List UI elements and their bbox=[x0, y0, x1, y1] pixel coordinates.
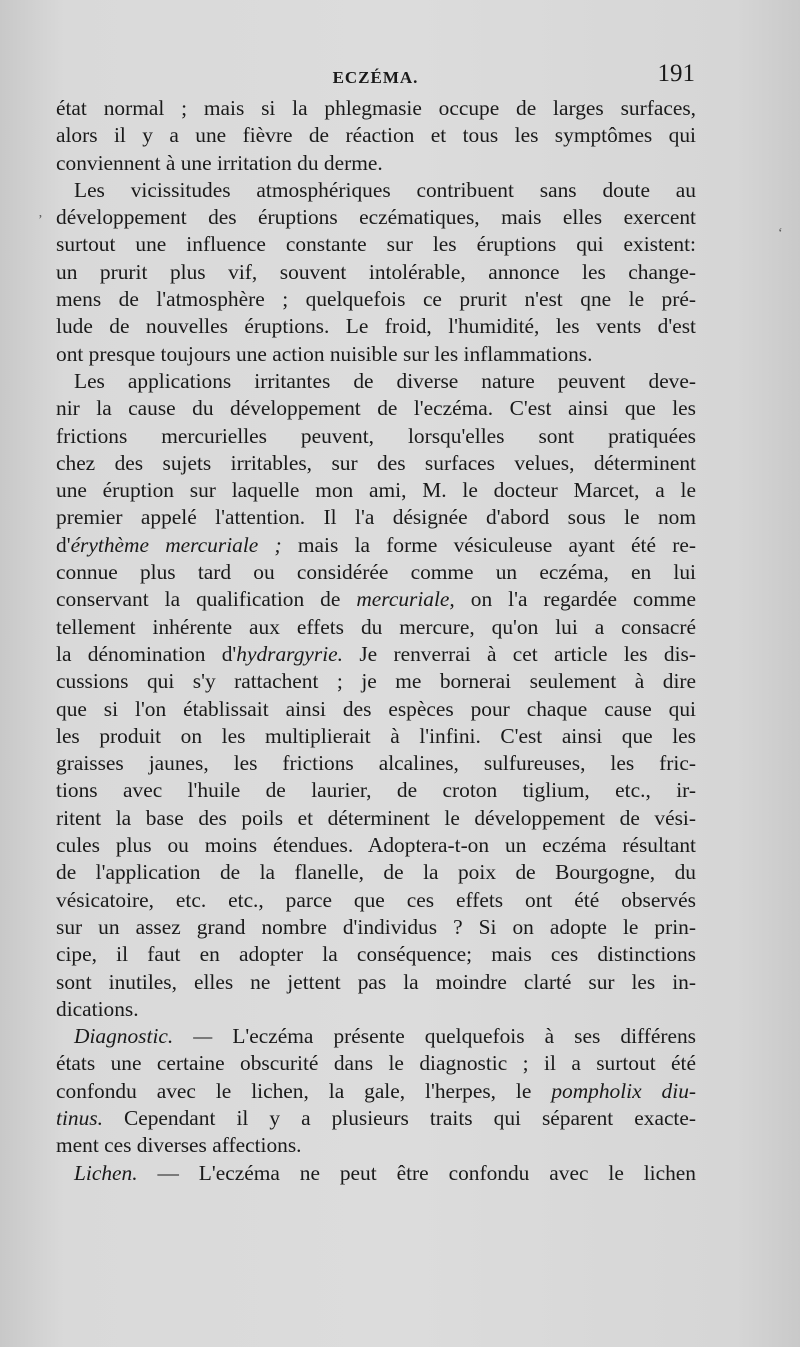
paragraph-diagnostic bbox=[56, 1023, 696, 1159]
text-line: chez des sujets irritables, sur des surfaces velues, déterminent bbox=[56, 450, 696, 475]
text-span: conservant la qualification de bbox=[56, 587, 357, 612]
text-line bbox=[56, 1078, 696, 1105]
text-line: tellement inhérente aux effets du mercure, qu'on lui a consacré bbox=[56, 614, 696, 639]
text-line: tions avec l'huile de laurier, de croton tiglium, etc., ir- bbox=[56, 778, 696, 803]
paragraph-3 bbox=[56, 368, 696, 1023]
margin-mark: ’ bbox=[38, 213, 43, 228]
text-line: nir la cause du développement de l'eczéma. C'est ainsi que les bbox=[56, 396, 696, 421]
text-line: premier appelé l'attention. Il l'a désignée d'abord sous le nom bbox=[56, 505, 696, 530]
text-line: ritent la base des poils et déterminent le développement de vési- bbox=[56, 805, 696, 830]
text-line: surtout une influence constante sur les éruptions qui existent: bbox=[56, 232, 696, 257]
text-span: on l'a regardée comme bbox=[454, 587, 696, 612]
text-span: L'eczéma présente quelquefois à ses différens bbox=[212, 1024, 697, 1049]
text-line: que si l'on établissait ainsi des espèces pour chaque cause qui bbox=[56, 696, 696, 721]
text-line: lude de nouvelles éruptions. Le froid, l'humidité, les vents d'est bbox=[56, 314, 696, 339]
text-span: la dénomination d' bbox=[56, 641, 237, 666]
text-span: d' bbox=[56, 532, 71, 557]
text-line: frictions mercurielles peuvent, lorsqu'elles sont pratiquées bbox=[56, 423, 696, 448]
text-line bbox=[56, 1160, 696, 1187]
text-span: mais la forme vésiculeuse ayant été re- bbox=[281, 532, 696, 557]
text-line: Les applications irritantes de diverse nature peuvent deve- bbox=[74, 368, 696, 393]
text-span: Je renverrai à cet article les dis- bbox=[343, 641, 696, 666]
text-line: graisses jaunes, les frictions alcalines, sulfureuses, les fric- bbox=[56, 751, 696, 776]
text-line: ment ces diverses affections. bbox=[56, 1133, 302, 1158]
text-line: les produit on les multiplierait à l'infini. C'est ainsi que les bbox=[56, 723, 696, 748]
section-lead: Lichen. bbox=[74, 1160, 138, 1185]
running-title: ECZÉMA. bbox=[332, 68, 419, 87]
text-line: une éruption sur laquelle mon ami, M. le docteur Marcet, a le bbox=[56, 478, 696, 503]
text-line: un prurit plus vif, souvent intolérable, annonce les change- bbox=[56, 259, 696, 284]
text-span: — L'eczéma ne peut être confondu avec le lichen bbox=[137, 1160, 696, 1185]
text-line: développement des éruptions eczématiques, mais elles exercent bbox=[56, 205, 696, 230]
text-line: cussions qui s'y rattachent ; je me bornerai seulement à dire bbox=[56, 669, 696, 694]
text-line: mens de l'atmosphère ; quelquefois ce prurit n'est qne le pré- bbox=[56, 287, 696, 312]
section-lead: Diagnostic. — bbox=[74, 1024, 213, 1049]
italic-term: pompholix diu- bbox=[551, 1078, 697, 1103]
text-span: confondu avec le lichen, la gale, l'herpes, le bbox=[56, 1078, 552, 1103]
italic-term: tinus. bbox=[56, 1105, 103, 1130]
text-line: ont presque toujours une action nuisible sur les inflammations. bbox=[56, 341, 593, 366]
text-span: Cependant il y a plusieurs traits qui séparent exacte- bbox=[102, 1105, 696, 1130]
margin-mark: ʻ bbox=[778, 226, 783, 241]
text-line: de l'application de la flanelle, de la poix de Bourgogne, du bbox=[56, 860, 696, 885]
italic-term: érythème mercuriale ; bbox=[70, 532, 282, 557]
text-line: Les vicissitudes atmosphériques contribuent sans doute au bbox=[74, 177, 696, 202]
paragraph-1 bbox=[56, 95, 696, 177]
text-line: états une certaine obscurité dans le diagnostic ; il a surtout été bbox=[56, 1051, 696, 1076]
page-number: 191 bbox=[657, 60, 695, 87]
text-line bbox=[56, 1105, 696, 1132]
paragraph-2 bbox=[56, 177, 696, 368]
text-line: sont inutiles, elles ne jettent pas la moindre clarté sur les in- bbox=[56, 969, 696, 994]
body-text bbox=[56, 95, 696, 1187]
text-line: alors il y a une fièvre de réaction et tous les symptômes qui bbox=[56, 123, 696, 148]
italic-term: mercuriale, bbox=[356, 587, 455, 612]
italic-term: hydrargyrie. bbox=[236, 641, 343, 666]
text-line: sur un assez grand nombre d'individus ? Si on adopte le prin- bbox=[56, 914, 696, 939]
page-header bbox=[56, 60, 695, 94]
text-line bbox=[56, 586, 696, 613]
text-line bbox=[56, 641, 696, 668]
text-line: conviennent à une irritation du derme. bbox=[56, 150, 383, 175]
text-line: connue plus tard ou considérée comme un eczéma, en lui bbox=[56, 560, 696, 585]
text-line: état normal ; mais si la phlegmasie occupe de larges surfaces, bbox=[56, 96, 696, 120]
text-line: dications. bbox=[56, 996, 139, 1021]
paragraph-lichen bbox=[56, 1160, 696, 1187]
text-line: vésicatoire, etc. etc., parce que ces effets ont été observés bbox=[56, 887, 696, 912]
text-line bbox=[56, 1023, 696, 1050]
text-line: cipe, il faut en adopter la conséquence; mais ces distinctions bbox=[56, 942, 696, 967]
text-line: cules plus ou moins étendues. Adoptera-t-on un eczéma résultant bbox=[56, 833, 696, 858]
text-line bbox=[56, 532, 696, 559]
